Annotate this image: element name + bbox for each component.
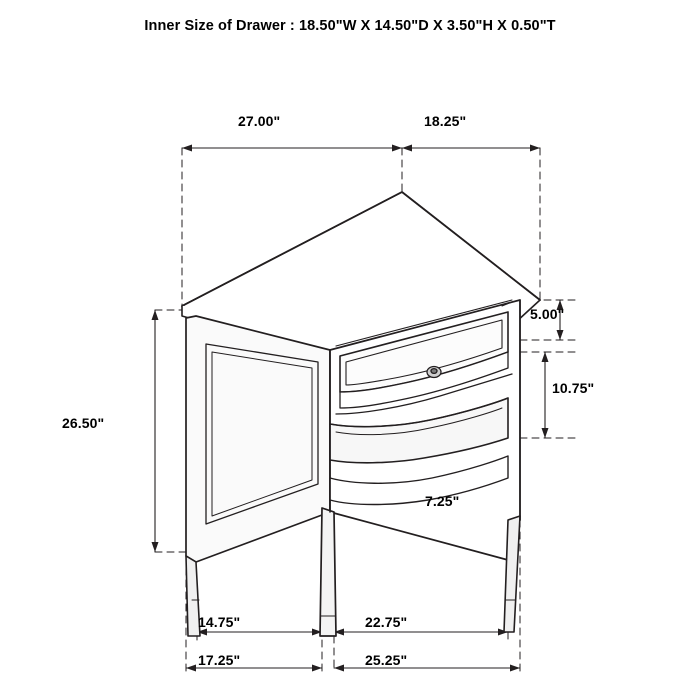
dimension-label-base-depth-side-inner: 22.75" — [365, 614, 408, 630]
dimension-label-shelf-clearance-height: 10.75" — [552, 380, 595, 396]
dimension-label-base-depth-side-outer: 25.25" — [365, 652, 408, 668]
dimension-label-overall-height: 26.50" — [62, 415, 105, 431]
dimension-label-top-width-front: 27.00" — [238, 113, 281, 129]
dimension-label-top-depth-side: 18.25" — [424, 113, 467, 129]
dimension-label-base-width-front-inner: 14.75" — [198, 614, 241, 630]
dimension-label-drawer-front-height: 5.00" — [530, 306, 565, 322]
page-title: Inner Size of Drawer : 18.50"W X 14.50"D X 3.50"H X 0.50"T — [144, 18, 556, 34]
dimension-label-base-width-front-outer: 17.25" — [198, 652, 241, 668]
dimension-label-shelf-to-floor-height: 7.25" — [425, 493, 460, 509]
